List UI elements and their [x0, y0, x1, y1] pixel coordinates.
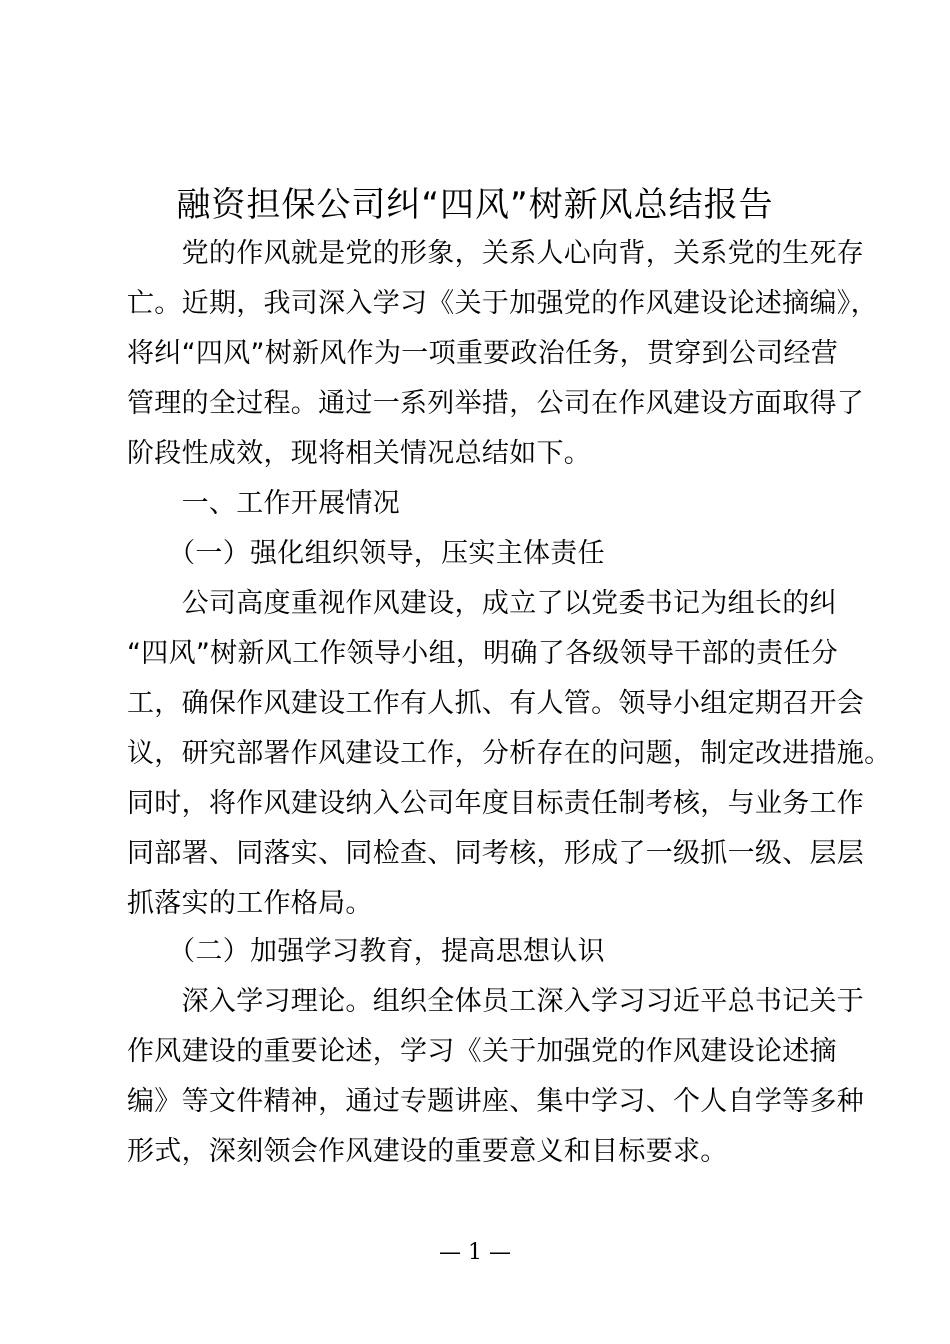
section-heading: 一、工作开展情况: [127, 488, 400, 519]
body-line: 公司高度重视作风建设，成立了以党委书记为组长的纠: [127, 588, 837, 619]
body-line: 形式，深刻领会作风建设的重要意义和目标要求。: [127, 1136, 728, 1167]
body-line: 抓落实的工作格局。: [127, 888, 373, 919]
body-line: 深入学习理论。组织全体员工深入学习习近平总书记关于: [127, 986, 865, 1017]
body-line: 编》等文件精神，通过专题讲座、集中学习、个人自学等多种: [127, 1086, 865, 1117]
body-line: “四风”树新风工作领导小组，明确了各级领导干部的责任分: [127, 638, 839, 669]
body-line: 管理的全过程。通过一系列举措，公司在作风建设方面取得了: [127, 388, 865, 419]
body-line: 作风建设的重要论述，学习《关于加强党的作风建设论述摘: [127, 1036, 837, 1067]
subsection-heading: （二）加强学习教育，提高思想认识: [127, 936, 605, 967]
body-line: 将纠“四风”树新风作为一项重要政治任务，贯穿到公司经营: [127, 338, 839, 369]
body-line: 党的作风就是党的形象，关系人心向背，关系党的生死存: [127, 238, 865, 269]
document-title: 融资担保公司纠“四风”树新风总结报告: [176, 185, 774, 225]
body-line: 亡。近期，我司深入学习《关于加强党的作风建设论述摘编》，: [127, 288, 878, 319]
body-line: 阶段性成效，现将相关情况总结如下。: [127, 438, 592, 469]
subsection-heading: （一）强化组织领导，压实主体责任: [127, 538, 605, 569]
page-number: — 1 —: [439, 1240, 511, 1265]
body-line: 工，确保作风建设工作有人抓、有人管。领导小组定期召开会: [127, 688, 865, 719]
body-line: 同时，将作风建设纳入公司年度目标责任制考核，与业务工作: [127, 788, 865, 819]
body-line: 同部署、同落实、同检查、同考核，形成了一级抓一级、层层: [127, 838, 865, 869]
body-line: 议，研究部署作风建设工作，分析存在的问题，制定改进措施。: [127, 738, 892, 769]
